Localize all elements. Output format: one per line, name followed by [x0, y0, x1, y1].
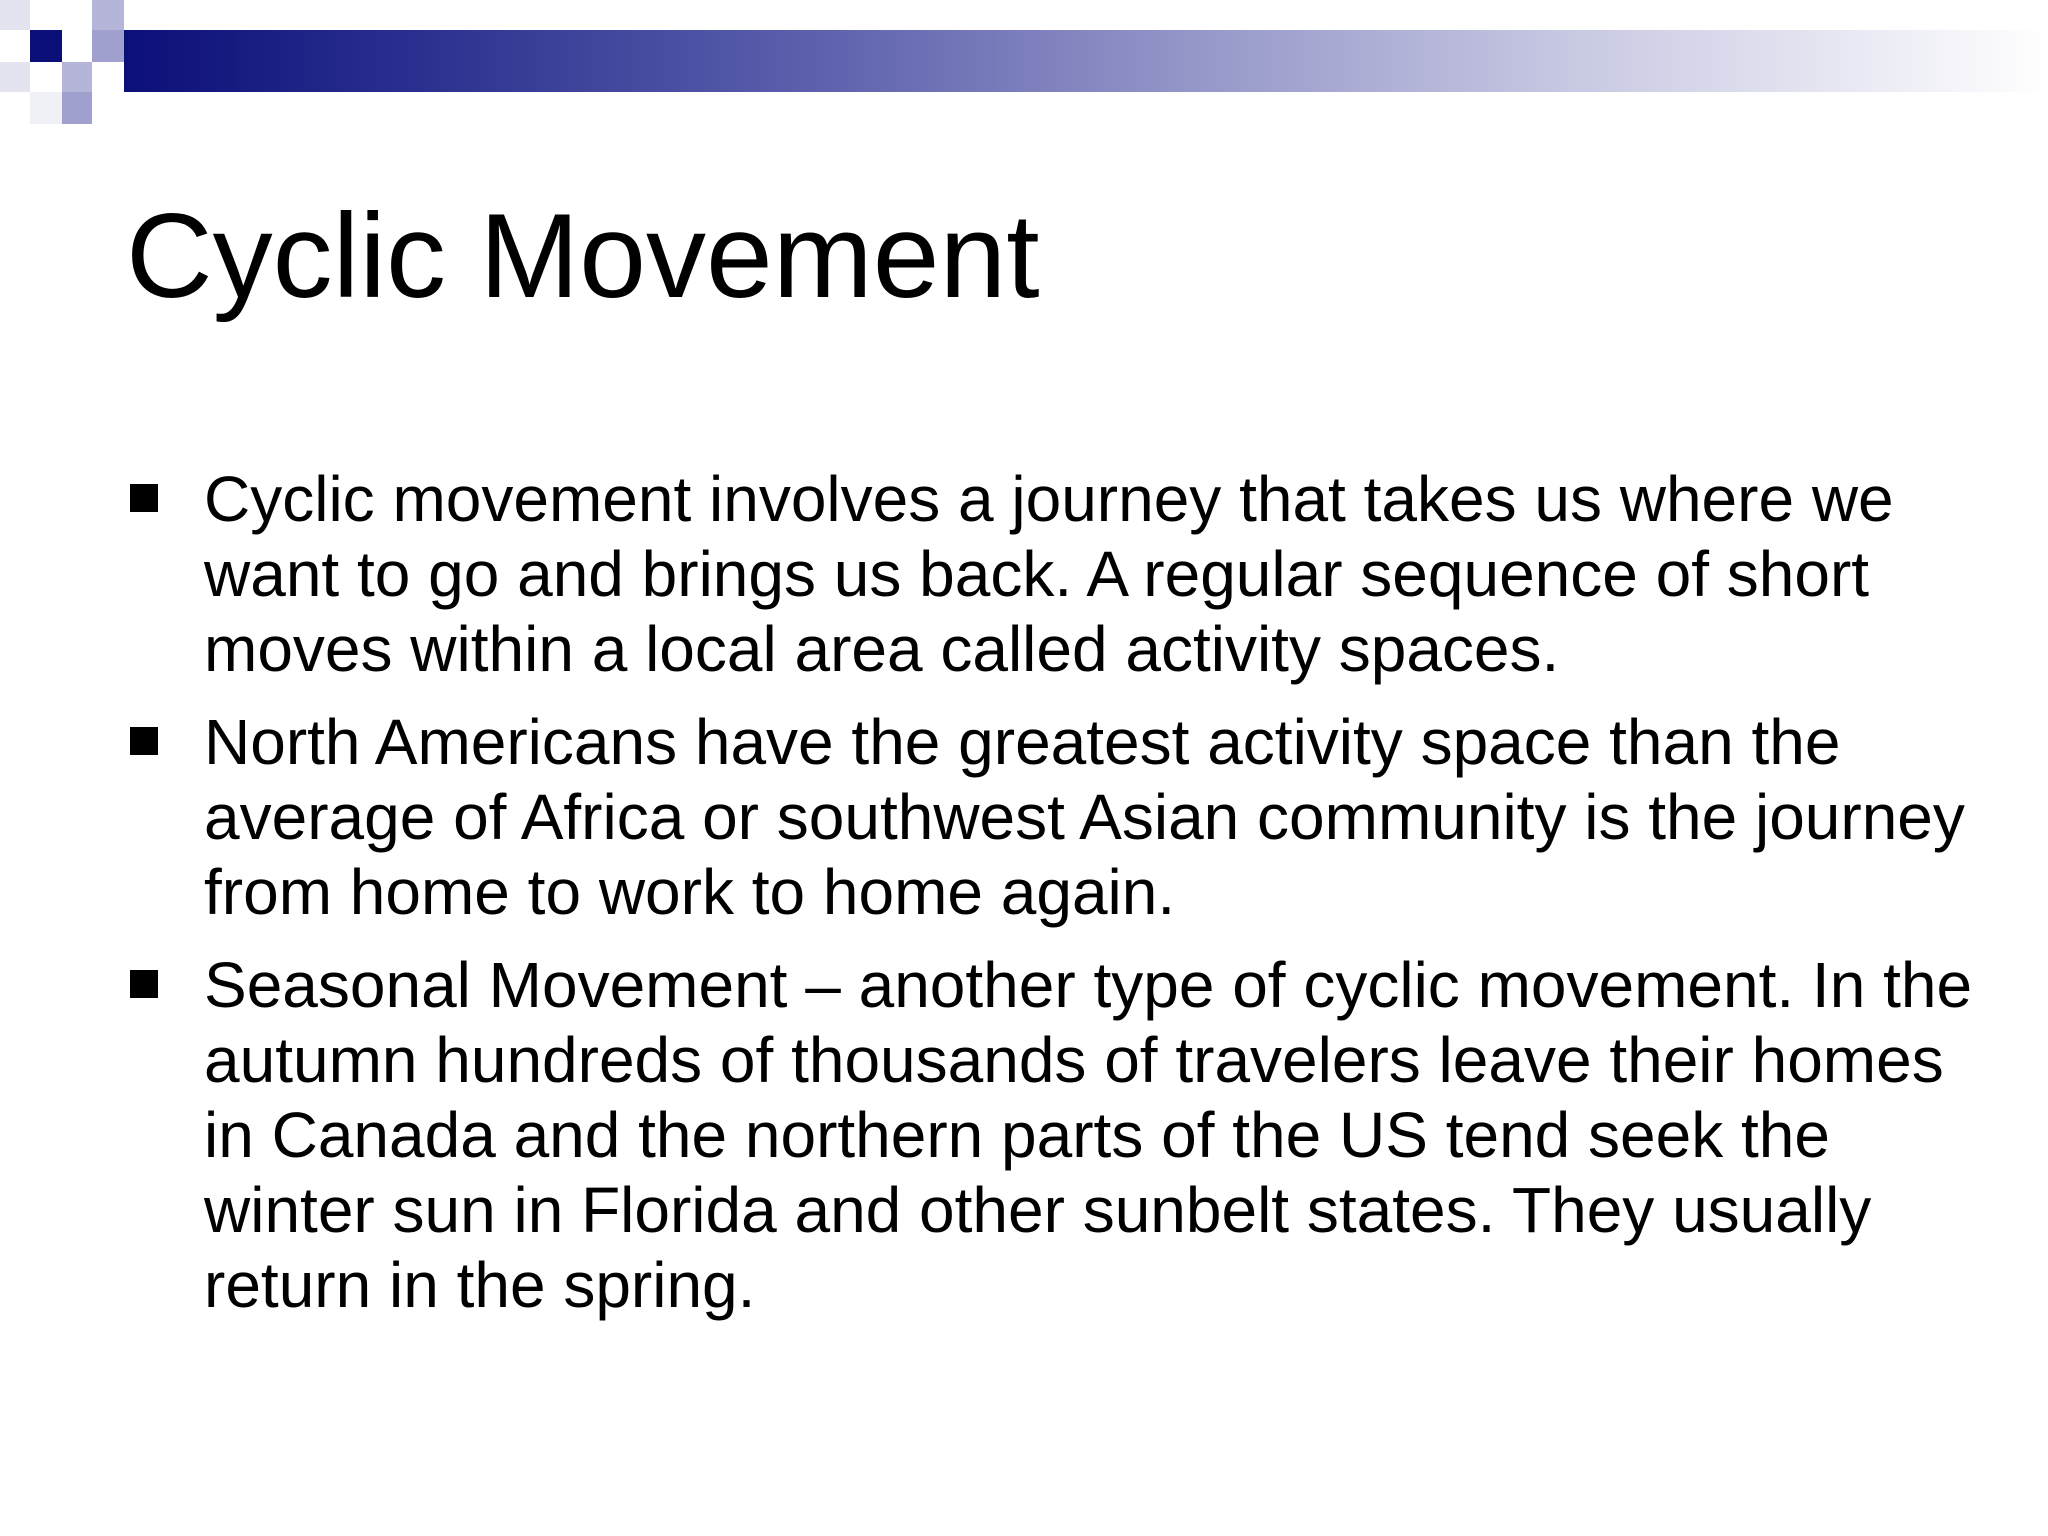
square-bullet-icon	[130, 727, 158, 755]
bullet-item	[126, 948, 1986, 1323]
square-bullet-icon	[130, 970, 158, 998]
decorative-square	[92, 0, 124, 30]
decorative-square	[62, 62, 92, 92]
decorative-square	[30, 92, 62, 124]
slide-title: Cyclic Movement	[126, 189, 1040, 323]
bullet-list	[126, 462, 1986, 1341]
bullet-text: Seasonal Movement – another type of cyclic movement. In the autumn hundreds of thousands of travelers leave their homes in Canada and the northern parts of the US tend seek the winter sun in Florida and other sunbelt states. They usually return in the spring.	[204, 949, 1973, 1321]
bullet-item	[126, 462, 1986, 687]
bullet-text: Cyclic movement involves a journey that takes us where we want to go and brings us back. A regular sequence of short moves within a local area called activity spaces.	[204, 463, 1894, 685]
decorative-square	[0, 62, 30, 92]
bullet-item	[126, 705, 1986, 930]
decorative-square	[62, 92, 92, 124]
decorative-square	[92, 30, 124, 62]
decorative-square	[30, 30, 62, 62]
square-bullet-icon	[130, 484, 158, 512]
decorative-square	[0, 0, 30, 30]
header-gradient-bar	[124, 30, 2048, 92]
bullet-text: North Americans have the greatest activity space than the average of Africa or southwest Asian community is the journey from home to work to home again.	[204, 706, 1965, 928]
